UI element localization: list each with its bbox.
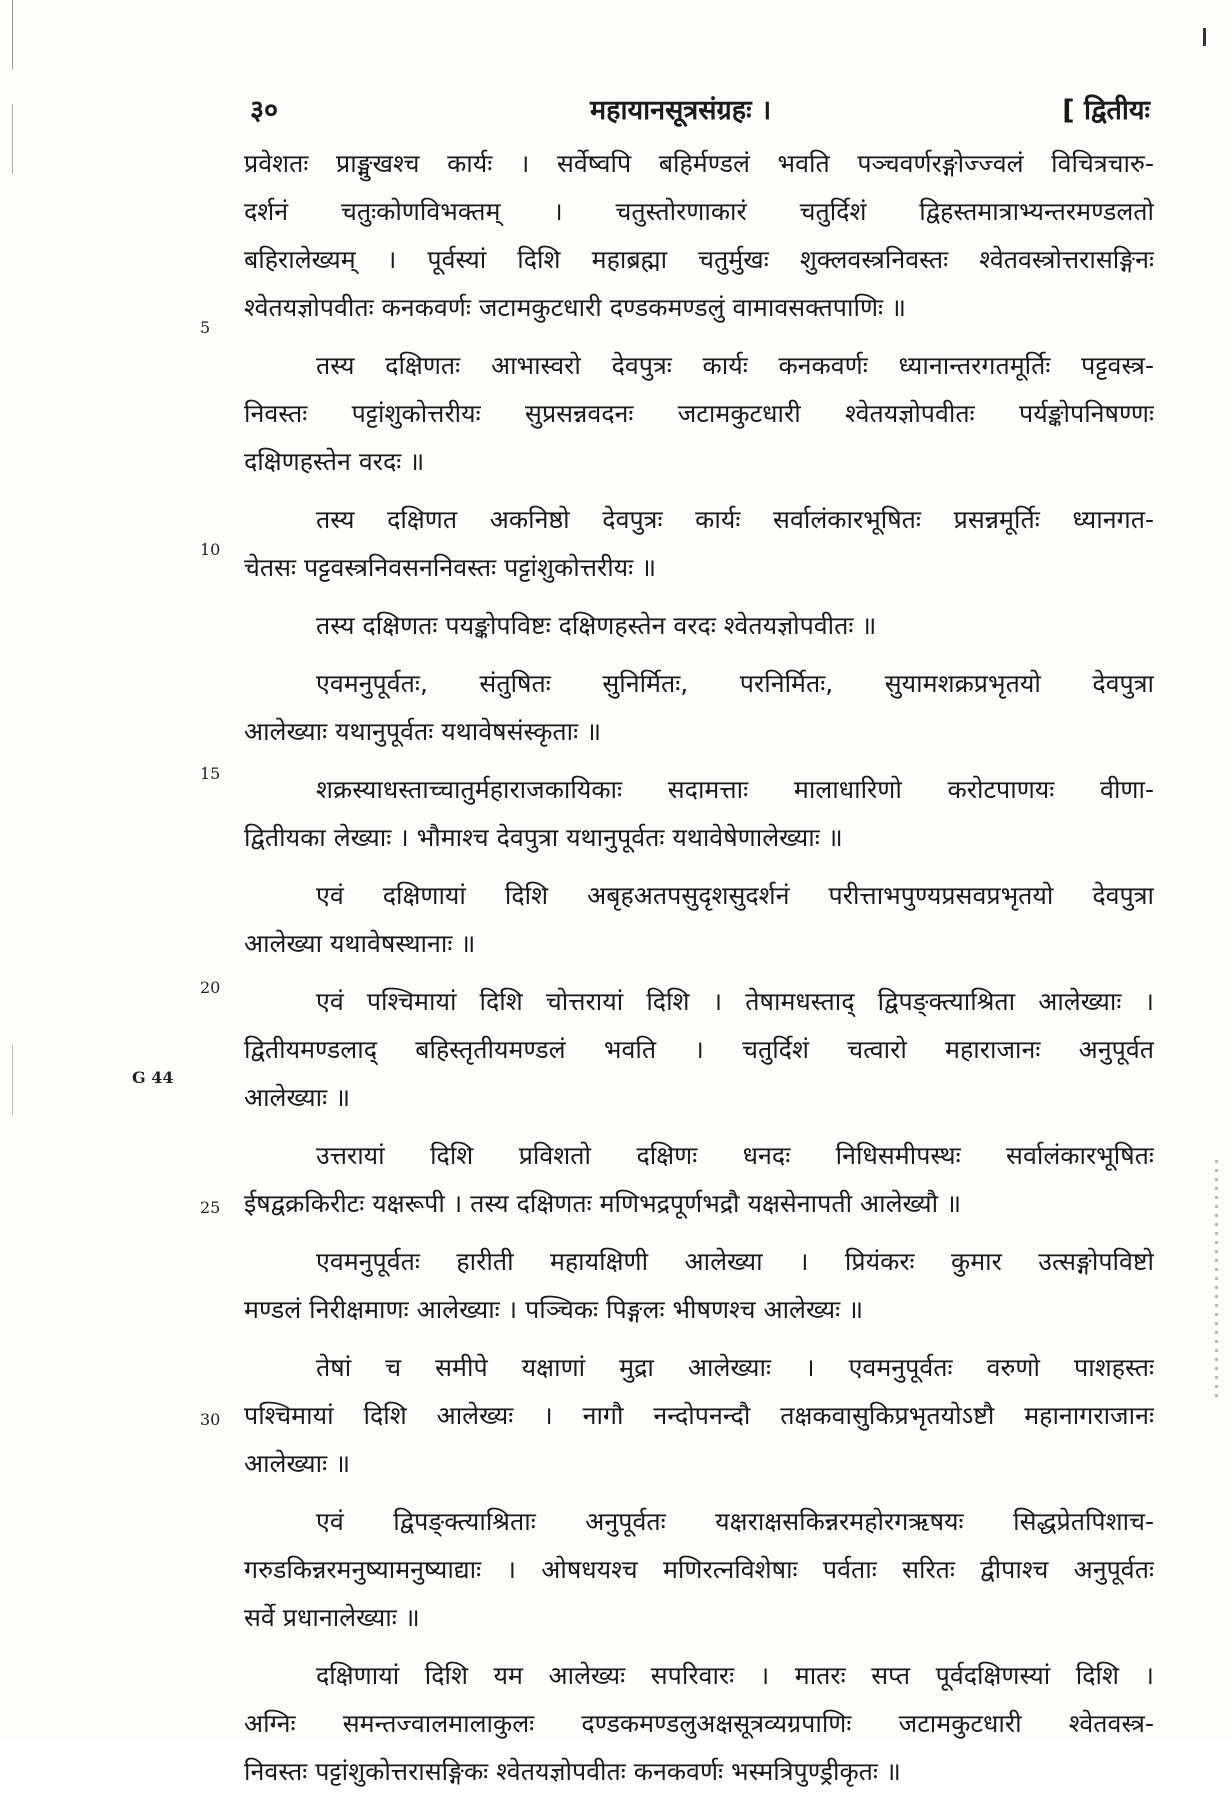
text-line: ईषद्वक्रकिरीटः यक्षरूपी । तस्य दक्षिणतः मणिभद्रपूर्णभद्रौ यक्षसेनापती आलेख्यौ ॥ xyxy=(244,1189,962,1218)
text-line: निवस्तः पट्टांशुकोत्तरासङ्गिकः श्वेतयज्ञोपवीतः कनकवर्णः भस्मत्रिपुण्ड्रीकृतः ॥ xyxy=(244,1757,901,1786)
text-line: शक्रस्याधस्ताच्चातुर्महाराजकायिकाः सदामत्ताः मालाधारिणो करोटपाणयः वीणा- xyxy=(316,775,1154,804)
margin-reference: G 44 xyxy=(132,1068,174,1087)
text-line: तेषां च समीपे यक्षाणां मुद्रा आलेख्याः । एवमनुपूर्वतः वरुणो पाशहस्तः xyxy=(316,1353,1154,1382)
text-line: तस्य दक्षिणतः आभास्वरो देवपुत्रः कार्यः कनकवर्णः ध्यानान्तरगतमूर्तिः पट्टवस्त्र- xyxy=(316,351,1154,380)
text-line: एवं दक्षिणायां दिशि अबृहअतपसुदृशसुदर्शनं परीत्ताभपुण्यप्रसवप्रभृतयो देवपुत्रा xyxy=(316,881,1154,910)
text-line: प्रवेशतः प्राङ्मुखश्च कार्यः । सर्वेष्वपि बहिर्मण्डलं भवति पञ्चवर्णरङ्गोज्ज्वलं विचित्रचारु- xyxy=(244,149,1154,178)
line-number-5: 5 xyxy=(200,318,211,337)
text-line: अग्निः समन्तज्वालमालाकुलः दण्डकमण्डलुअक्षसूत्रव्यग्रपाणिः जटामकुटधारी श्वेतवस्त्र- xyxy=(244,1709,1154,1738)
line-number-30: 30 xyxy=(200,1410,221,1429)
text-line: आलेख्याः ॥ xyxy=(244,1449,351,1478)
text-line: सर्वे प्रधानालेख्याः ॥ xyxy=(244,1603,420,1632)
running-title: महायानसूत्रसंग्रहः । xyxy=(590,95,772,126)
text-line: बहिरालेख्यम् । पूर्वस्यां दिशि महाब्रह्मा चतुर्मुखः शुक्लवस्त्रनिवस्तः श्वेतवस्त्रोत्तरासङ्गिनः xyxy=(244,245,1154,274)
text-line: पश्चिमायां दिशि आलेख्यः । नागौ नन्दोपनन्दौ तक्षकवासुकिप्रभृतयोऽष्टौ महानागराजानः xyxy=(244,1401,1154,1430)
text-line: द्वितीयका लेख्याः । भौमाश्च देवपुत्रा यथानुपूर्वतः यथावेषेणालेख्याः ॥ xyxy=(244,823,843,852)
scan-edge-left xyxy=(12,0,13,1742)
text-line: एवमनुपूर्वतः हारीती महायक्षिणी आलेख्या । प्रियंकरः कुमार उत्सङ्गोपविष्टो xyxy=(316,1247,1154,1276)
text-line: दक्षिणहस्तेन वरदः ॥ xyxy=(244,447,425,476)
text-line: निवस्तः पट्टांशुकोत्तरीयः सुप्रसन्नवदनः जटामकुटधारी श्वेतयज्ञोपवीतः पर्यङ्कोपनिषण्णः xyxy=(244,399,1154,428)
text-line: मण्डलं निरीक्षमाणः आलेख्याः । पञ्चिकः पिङ्गलः भीषणश्च आलेख्यः ॥ xyxy=(244,1295,864,1324)
text-line: दक्षिणायां दिशि यम आलेख्यः सपरिवारः । मातरः सप्त पूर्वदक्षिणस्यां दिशि । xyxy=(316,1661,1154,1690)
running-header xyxy=(250,90,1150,130)
text-line: उत्तरायां दिशि प्रविशतो दक्षिणः धनदः निधिसमीपस्थः सर्वालंकारभूषितः xyxy=(316,1141,1154,1170)
line-number-25: 25 xyxy=(200,1198,221,1217)
text-line: एवं पश्चिमायां दिशि चोत्तरायां दिशि । तेषामधस्ताद् द्विपङ्क्त्याश्रिता आलेख्याः । xyxy=(316,987,1154,1016)
text-line: आलेख्याः यथानुपूर्वतः यथावेषसंस्कृताः ॥ xyxy=(244,717,602,746)
line-number-15: 15 xyxy=(200,764,221,783)
text-line: तस्य दक्षिणत अकनिष्ठो देवपुत्रः कार्यः सर्वालंकारभूषितः प्रसन्नमूर्तिः ध्यानगत- xyxy=(316,505,1154,534)
text-line: आलेख्याः ॥ xyxy=(244,1083,351,1112)
text-line: श्वेतयज्ञोपवीतः कनकवर्णः जटामकुटधारी दण्डकमण्डलुं वामावसक्तपाणिः ॥ xyxy=(244,293,906,322)
text-line: आलेख्या यथावेषस्थानाः ॥ xyxy=(244,929,476,958)
text-line: एवं द्विपङ्क्त्याश्रिताः अनुपूर्वतः यक्षराक्षसकिन्नरमहोरगऋषयः सिद्धप्रेतपिशाच- xyxy=(316,1507,1154,1536)
page-number: ३० xyxy=(250,95,279,126)
text-line: चेतसः पट्टवस्त्रनिवसननिवस्तः पट्टांशुकोत्तरीयः ॥ xyxy=(244,553,657,582)
text-line: दर्शनं चतुःकोणविभक्तम् । चतुस्तोरणाकारं चतुर्दिशं द्विहस्तमात्राभ्यन्तरमण्डलतो xyxy=(244,197,1154,226)
text-line: गरुडकिन्नरमनुष्यामनुष्याद्याः । ओषधयश्च मणिरत्नविशेषाः पर्वताः सरितः द्वीपाश्च अनुपूर्वतः xyxy=(244,1555,1154,1584)
section-title: [ द्वितीयः xyxy=(1062,95,1150,126)
scan-mark xyxy=(1203,28,1206,46)
text-line: तस्य दक्षिणतः पयङ्कोपविष्टः दक्षिणहस्तेन वरदः श्वेतयज्ञोपवीतः ॥ xyxy=(316,611,877,640)
text-line: द्वितीयमण्डलाद् बहिस्तृतीयमण्डलं भवति । चतुर्दिशं चत्वारो महाराजानः अनुपूर्वत xyxy=(244,1035,1154,1064)
text-line: एवमनुपूर्वतः, संतुषितः सुनिर्मितः, परनिर्मितः, सुयामशक्रप्रभृतयो देवपुत्रा xyxy=(316,669,1154,698)
line-number-10: 10 xyxy=(200,540,221,559)
line-number-20: 20 xyxy=(200,978,221,997)
scan-edge-right xyxy=(1215,1160,1218,1400)
text-body xyxy=(244,140,1154,1796)
